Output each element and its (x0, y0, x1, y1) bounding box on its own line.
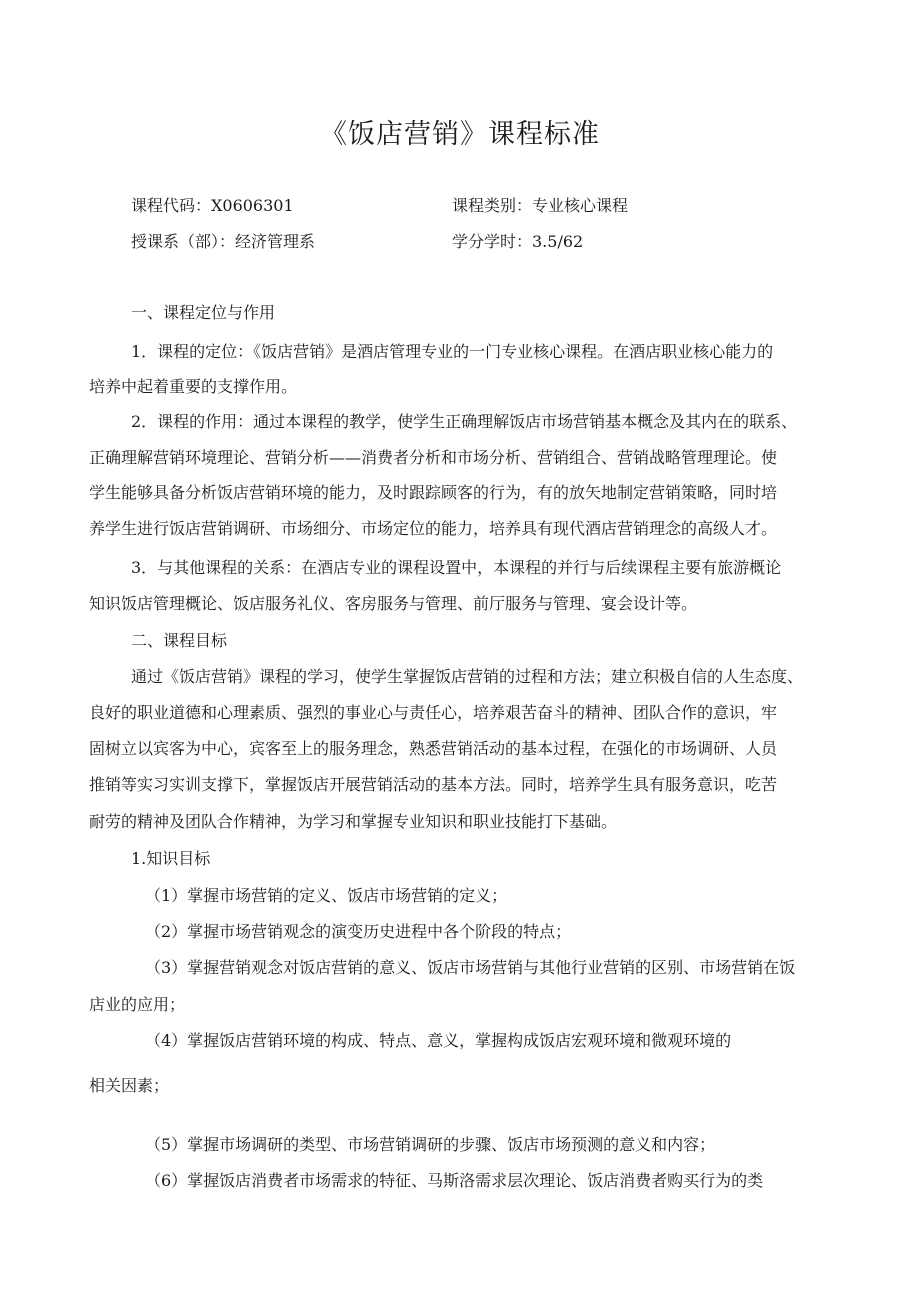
paragraph-line: 培养中起着重要的支撑作用。 (89, 377, 298, 396)
paragraph-line: 通过《饭店营销》课程的学习，使学生掌握饭店营销的过程和方法；建立积极自信的人生态度、 (131, 667, 804, 686)
section-heading: 二、课程目标 (131, 631, 228, 650)
paragraph-line: 3．与其他课程的关系：在酒店专业的课程设置中，本课程的并行与后续课程主要有旅游概论 (131, 558, 782, 577)
course-code: 课程代码：X0606301 (131, 196, 294, 215)
paragraph-line: 知识饭店管理概论、饭店服务礼仪、客房服务与管理、前厅服务与管理、宴会设计等。 (89, 594, 698, 613)
paragraph-line: 正确理解营销环境理论、营销分析——消费者分析和市场分析、营销组合、营销战略管理理论。使 (89, 448, 778, 467)
list-item: （1）掌握市场营销的定义、饭店市场营销的定义； (145, 886, 508, 905)
list-item: （3）掌握营销观念对饭店营销的意义、饭店市场营销与其他行业营销的区别、市场营销在饭 (145, 958, 796, 977)
list-item: （4）掌握饭店营销环境的构成、特点、意义，掌握构成饭店宏观环境和微观环境的 (145, 1031, 732, 1050)
paragraph-line: 学生能够具备分析饭店营销环境的能力，及时跟踪顾客的行为，有的放矢地制定营销策略，同时培 (89, 483, 778, 502)
paragraph-line: 1．课程的定位：《饭店营销》是酒店管理专业的一门专业核心课程。在酒店职业核心能力的 (131, 342, 774, 361)
list-item: 相关因素； (89, 1076, 170, 1095)
document-title: 《饭店营销》课程标准 (320, 119, 600, 150)
list-item: 店业的应用； (89, 995, 186, 1014)
paragraph-line: 良好的职业道德和心理素质、强烈的事业心与责任心，培养艰苦奋斗的精神、团队合作的意识，牢 (89, 703, 778, 722)
list-item: （6）掌握饭店消费者市场需求的特征、马斯洛需求层次理论、饭店消费者购买行为的类 (145, 1171, 764, 1190)
list-item: （2）掌握市场营销观念的演变历史进程中各个阶段的特点； (145, 922, 572, 941)
subsection-heading: 1.知识目标 (131, 849, 211, 868)
paragraph-line: 养学生进行饭店营销调研、市场细分、市场定位的能力，培养具有现代酒店营销理念的高级人才。 (89, 519, 778, 538)
department: 授课系（部）：经济管理系 (131, 232, 316, 251)
paragraph-line: 推销等实习实训支撑下，掌握饭店开展营销活动的基本方法。同时，培养学生具有服务意识，吃苦 (89, 775, 778, 794)
section-heading: 一、课程定位与作用 (131, 303, 276, 322)
list-item: （5）掌握市场调研的类型、市场营销调研的步骤、饭店市场预测的意义和内容； (145, 1135, 716, 1154)
paragraph-line: 2．课程的作用：通过本课程的教学，使学生正确理解饭店市场营销基本概念及其内在的联系、 (131, 412, 798, 431)
credits-hours: 学分学时：3.5/62 (452, 232, 584, 251)
paragraph-line: 耐劳的精神及团队合作精神，为学习和掌握专业知识和职业技能打下基础。 (89, 812, 618, 831)
course-type: 课程类别：专业核心课程 (452, 196, 629, 215)
paragraph-line: 固树立以宾客为中心，宾客至上的服务理念，熟悉营销活动的基本过程，在强化的市场调研、人员 (89, 739, 778, 758)
